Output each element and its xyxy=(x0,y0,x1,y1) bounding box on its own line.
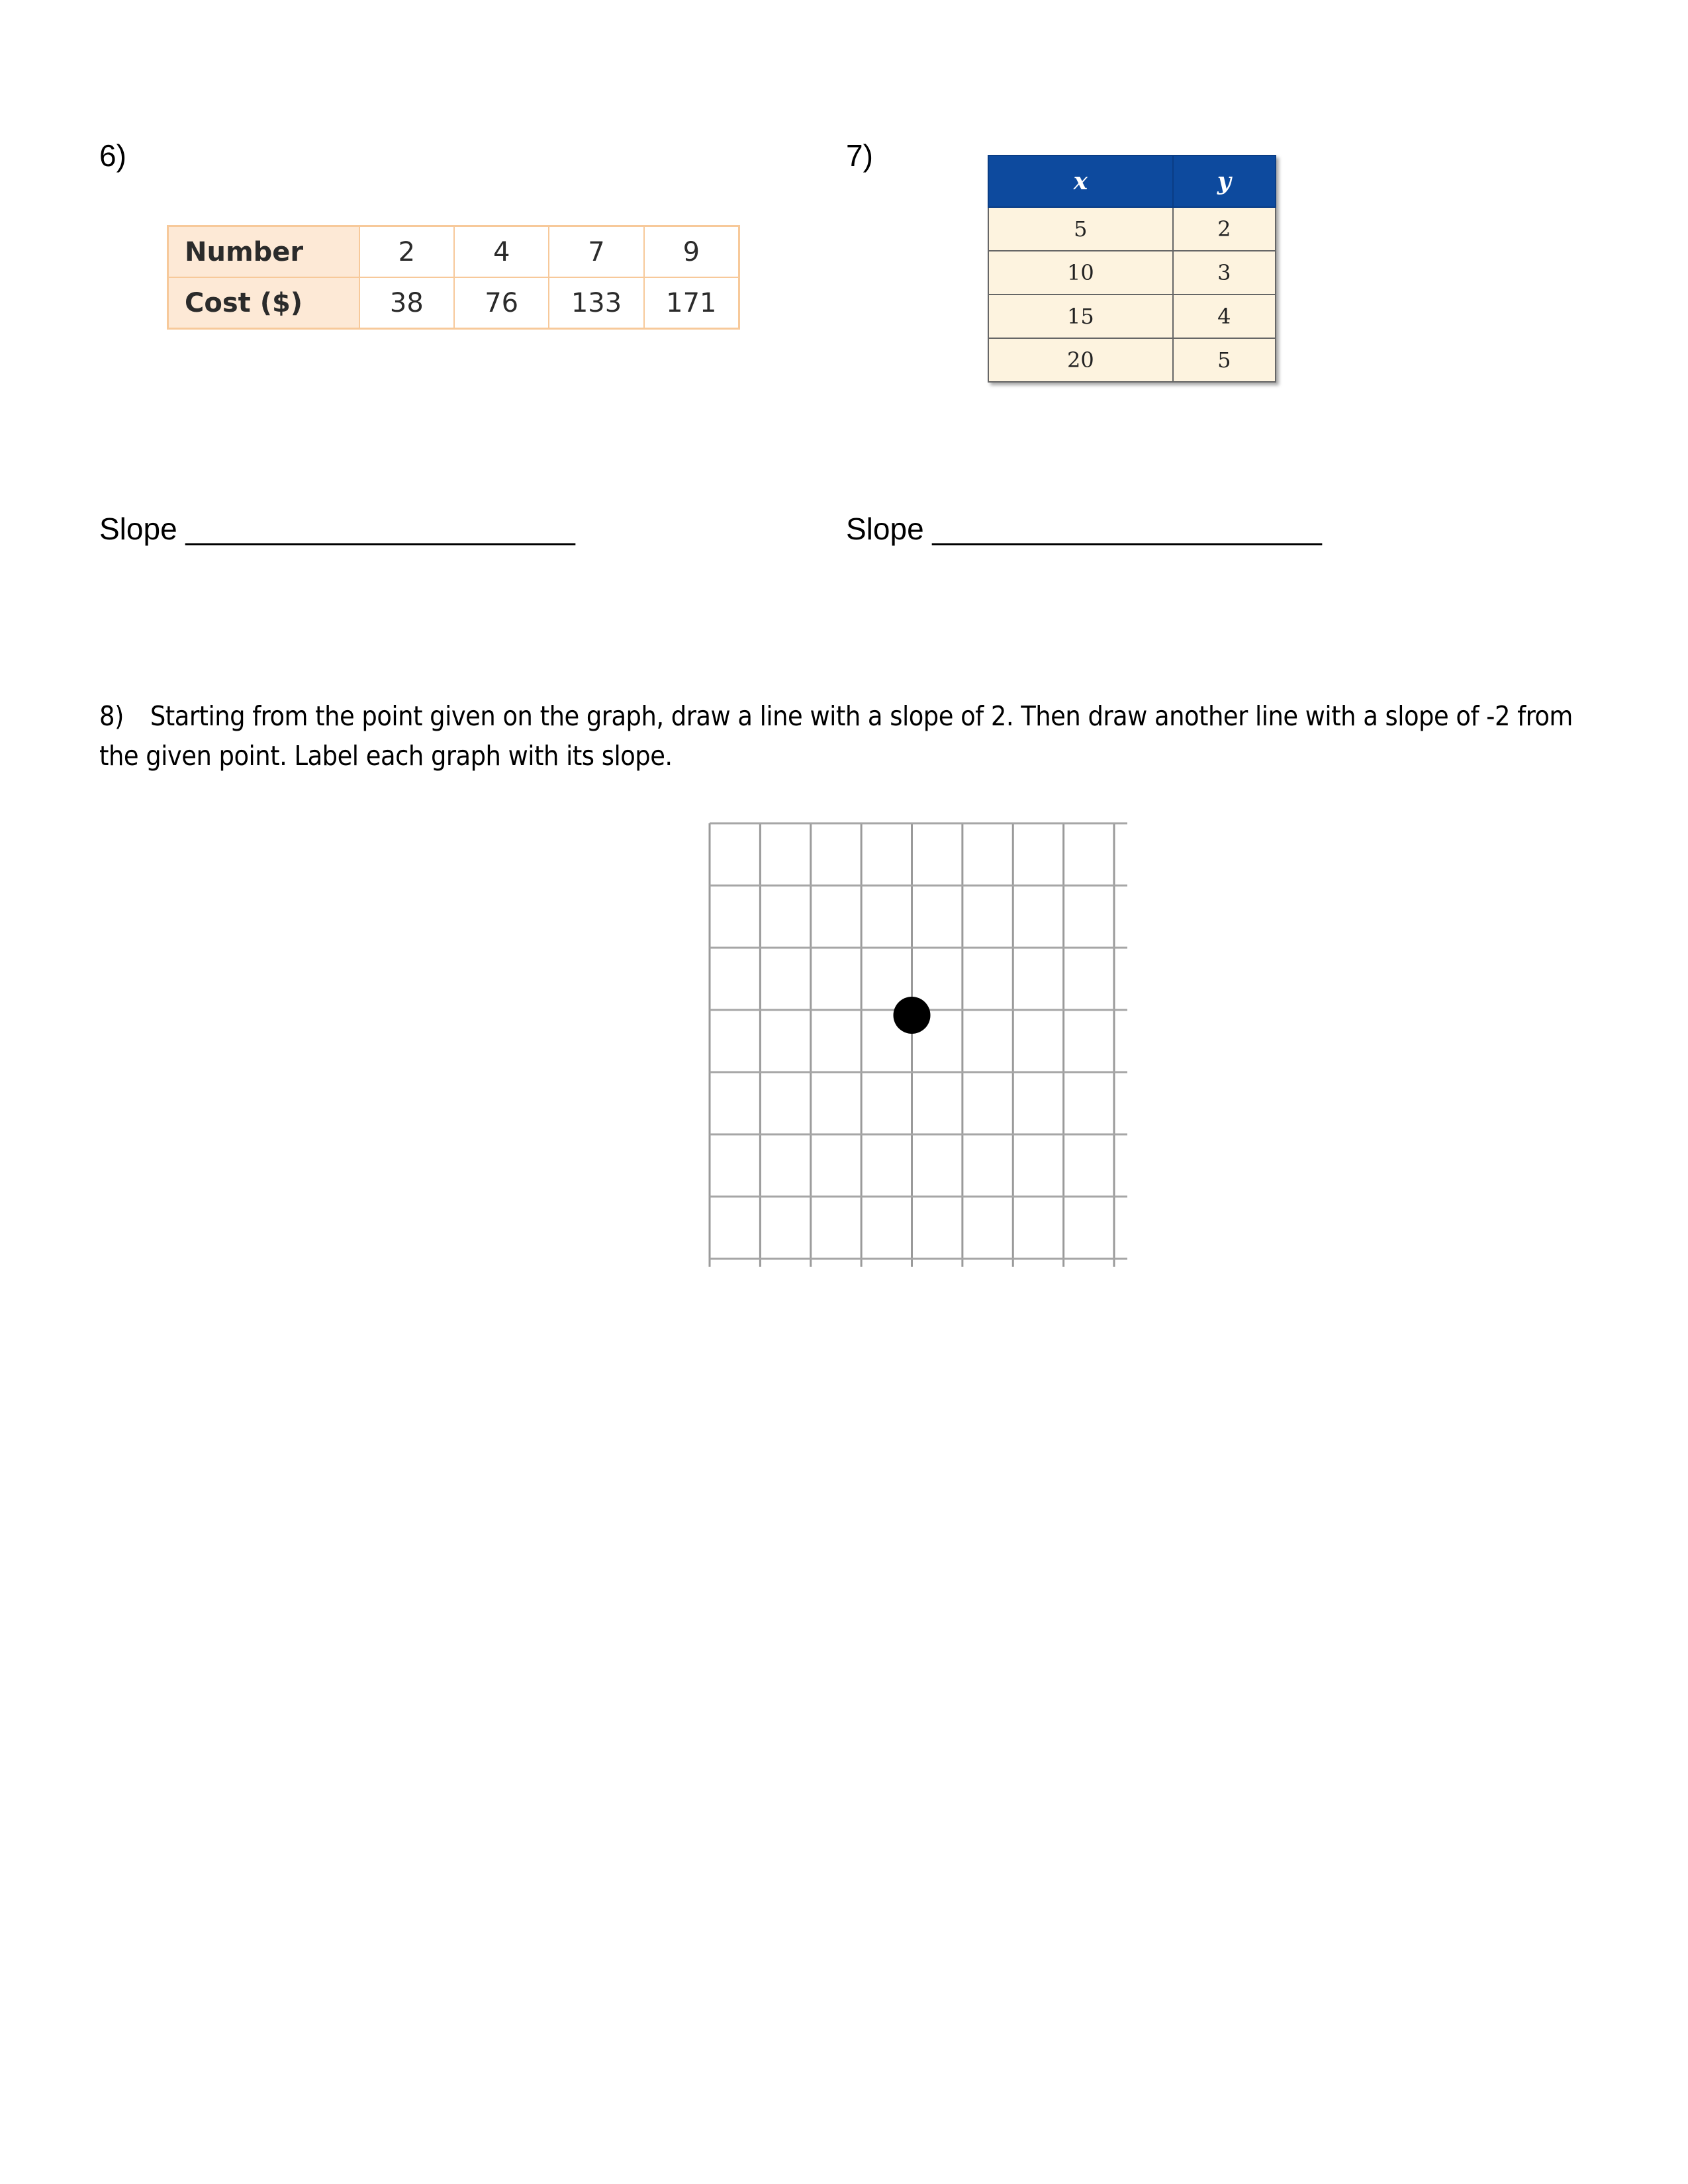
question-8 xyxy=(99,696,1595,776)
table-row xyxy=(168,277,739,329)
table-cell: 9 xyxy=(644,226,739,278)
table-cell: 3 xyxy=(1173,251,1276,295)
table-row xyxy=(168,226,739,278)
table-header-row xyxy=(988,156,1276,207)
table-cell: 2 xyxy=(1173,207,1276,251)
table-row xyxy=(988,338,1276,382)
table-row xyxy=(988,251,1276,295)
table-row xyxy=(988,207,1276,251)
table-cell: 171 xyxy=(644,277,739,329)
row-header-cost: Cost ($) xyxy=(168,277,359,329)
table-cell: 20 xyxy=(988,338,1173,382)
question-6-number: 6) xyxy=(99,138,126,173)
row-header-number: Number xyxy=(168,226,359,278)
table-cell: 133 xyxy=(549,277,643,329)
table-cell: 5 xyxy=(988,207,1173,251)
table-cell: 10 xyxy=(988,251,1173,295)
table-cell: 76 xyxy=(454,277,549,329)
coordinate-grid[interactable] xyxy=(708,818,1225,1281)
question-8-number: 8) xyxy=(99,700,124,732)
table-row xyxy=(988,295,1276,338)
column-header-x: x xyxy=(988,156,1173,207)
table-cell: 38 xyxy=(359,277,454,329)
column-header-y: y xyxy=(1173,156,1276,207)
table-cell: 15 xyxy=(988,295,1173,338)
number-cost-table xyxy=(167,225,740,330)
table-cell: 5 xyxy=(1173,338,1276,382)
slope-answer-line-7[interactable]: Slope _______________________ xyxy=(846,512,1322,546)
table-cell: 4 xyxy=(454,226,549,278)
given-point xyxy=(894,997,931,1034)
xy-table xyxy=(988,155,1276,383)
slope-answer-line-6[interactable]: Slope _______________________ xyxy=(99,512,575,546)
question-8-text: Starting from the point given on the graph, draw a line with a slope of 2. Then draw another line with a slope of -2 from the given point. Label each graph with its slope. xyxy=(99,700,1573,772)
question-7-number: 7) xyxy=(846,138,873,173)
table-cell: 7 xyxy=(549,226,643,278)
table-cell: 2 xyxy=(359,226,454,278)
table-cell: 4 xyxy=(1173,295,1276,338)
